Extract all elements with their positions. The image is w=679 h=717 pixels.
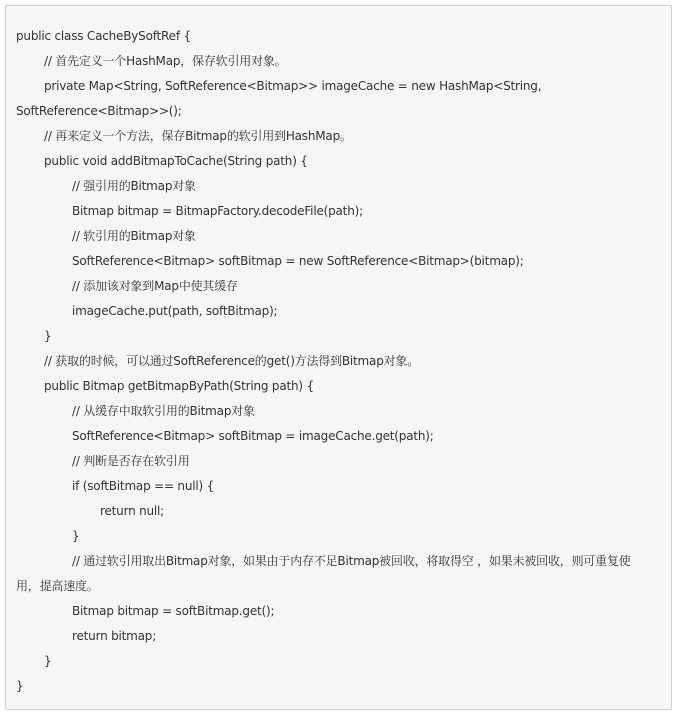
code-line: SoftReference<Bitmap> softBitmap = new SoftReference<Bitmap>(bitmap);: [72, 254, 524, 268]
code-block: [5, 5, 672, 710]
code-line: SoftReference<Bitmap>>();: [16, 104, 182, 118]
code-line: imageCache.put(path, softBitmap);: [72, 304, 278, 318]
code-line: 用，提高速度。: [16, 579, 99, 593]
code-line: // 获取的时候，可以通过SoftReference的get()方法得到Bitmap对象。: [44, 354, 420, 368]
code-line: return null;: [100, 504, 165, 518]
code-line: public void addBitmapToCache(String path) {: [44, 154, 308, 168]
code-line: SoftReference<Bitmap> softBitmap = imageCache.get(path);: [72, 429, 434, 443]
code-line: // 强引用的Bitmap对象: [72, 179, 196, 193]
code-line: }: [16, 679, 24, 693]
code-line: return bitmap;: [72, 629, 157, 643]
code-line: // 判断是否存在软引用: [72, 454, 190, 468]
code-line: // 通过软引用取出Bitmap对象，如果由于内存不足Bitmap被回收，将取得空 ，如果未被回收，则可重复使: [72, 554, 631, 568]
code-line: // 软引用的Bitmap对象: [72, 229, 196, 243]
code-line: // 首先定义一个HashMap，保存软引用对象。: [44, 54, 287, 68]
code-line: private Map<String, SoftReference<Bitmap>> imageCache = new HashMap<String,: [44, 79, 542, 93]
code-line: Bitmap bitmap = BitmapFactory.decodeFile(path);: [72, 204, 363, 218]
code-line: }: [44, 329, 52, 343]
code-line: // 添加该对象到Map中使其缓存: [72, 279, 238, 293]
code-line: if (softBitmap == null) {: [72, 479, 215, 493]
code-line: }: [44, 654, 52, 668]
code-line: // 再来定义一个方法，保存Bitmap的软引用到HashMap。: [44, 129, 352, 143]
code-line: public Bitmap getBitmapByPath(String path) {: [44, 379, 314, 393]
code-line: public class CacheBySoftRef {: [16, 29, 191, 43]
code-line: Bitmap bitmap = softBitmap.get();: [72, 604, 275, 618]
code-line: }: [72, 529, 80, 543]
code-line: // 从缓存中取软引用的Bitmap对象: [72, 404, 255, 418]
